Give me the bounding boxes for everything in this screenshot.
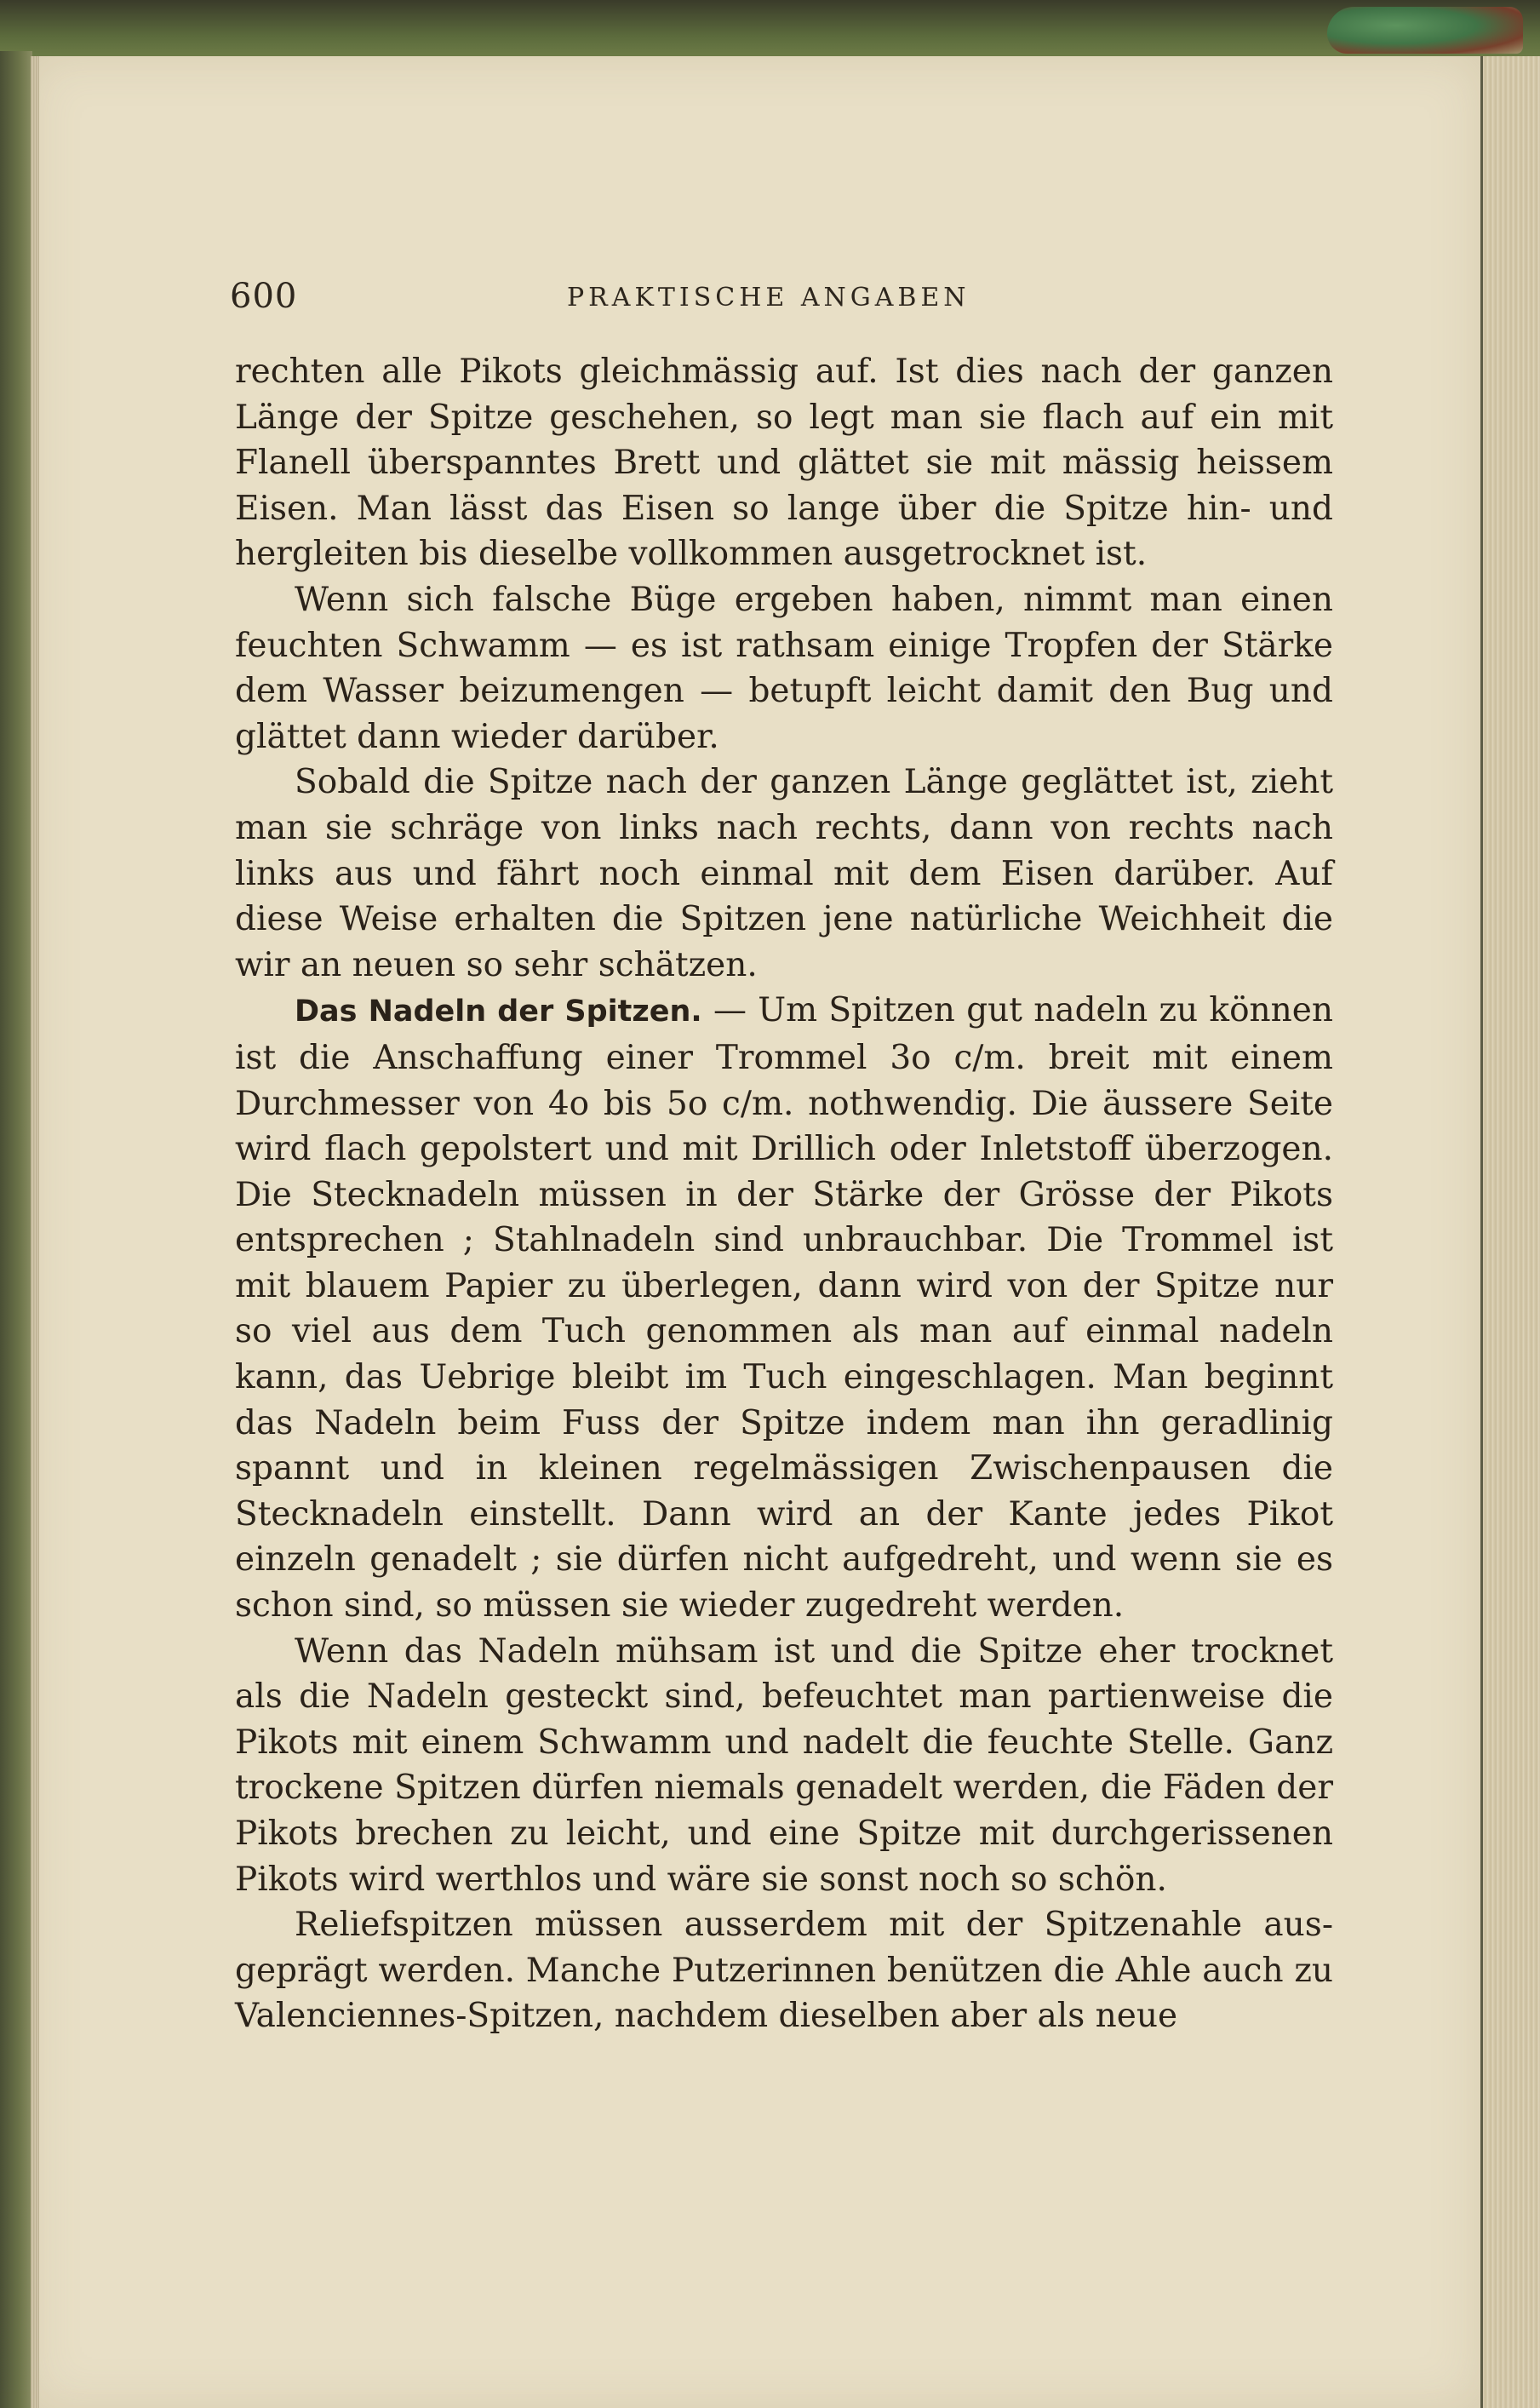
body-text — [235, 349, 1333, 2039]
paragraph-text: Reliefspitzen müssen ausserdem mit der Spitzenahle ausgeprägt werden. Manche Putzerinnen benützen die Ahle auch zu Valenciennes-Spitzen, nachdem dieselben aber als neue — [235, 1906, 1333, 2036]
paragraph — [235, 1902, 1333, 2039]
section-heading: Das Nadeln der Spitzen. — [295, 995, 702, 1029]
running-head: PRAKTISCHE ANGABEN — [567, 283, 970, 312]
paragraph-text: Sobald die Spitze nach der ganzen Länge geglättet ist, zieht man sie schräge von links nach rechts, dann von rechts nach links aus und fährt noch einmal mit dem Eisen darüber. Auf diese Weise erhalten die Spitzen jene natürliche Weichheit die wir an neuen so sehr schätzen. — [235, 763, 1333, 984]
paragraph-text: rechten alle Pikots gleichmässig auf. Ist dies nach der ganzen Länge der Spitze geschehen, so legt man sie flach auf ein mit Flanell überspanntes Brett und glättet sie mit mässig heissem Eisen. Man lässt das Eisen so lange über die Spitze hin- und hergleiten bis dieselbe vollkommen ausgetrocknet ist. — [235, 353, 1333, 574]
paragraph-text: Wenn das Nadeln mühsam ist und die Spitze eher trocknet als die Nadeln gesteckt sind, befeuchtet man partienweise die Pikots mit einem Schwamm und nadelt die feuchte Stelle. Ganz trockene Spitzen dürfen niemals genadelt werden, die Fäden der Pikots brechen zu leicht, und eine Spitze mit durchgerissenen Pikots wird werthlos und wäre sie sonst noch so schön. — [235, 1631, 1333, 1899]
paragraph — [235, 577, 1333, 760]
paragraph-text: Wenn sich falsche Büge ergeben haben, nimmt man einen feuchten Schwamm — es ist rathsam einige Tropfen der Stärke dem Wasser beizumengen — betupft leicht damit den Bug und glättet dann wieder darüber. — [235, 580, 1333, 756]
paragraph — [235, 1629, 1333, 1903]
paragraph — [235, 988, 1333, 1628]
book-cover-left-edge — [0, 51, 32, 2408]
paragraph-text: — Um Spitzen gut nadeln zu können ist die Anschaffung einer Trommel 3o c/m. breit mit einem Durchmesser von 4o bis 5o c/m. nothwendig. Die äussere Seite wird flach gepolstert und mit Drillich oder Inletstoff überzogen. Die Stecknadeln müssen in der Stärke der Grösse der Pikots entsprechen ; Stahlnadeln sind unbrauchbar. Die Trommel ist mit blauem Papier zu überlegen, dann wird von der Spitze nur so viel aus dem Tuch genommen als man auf einmal nadeln kann, das Uebrige bleibt im Tuch eingeschlagen. Man beginnt das Nadeln beim Fuss der Spitze indem man ihn geradlinig spannt und in kleinen regelmässigen Zwischenpausen die Stecknadeln einstellt. Dann wird an der Kante jedes Pikot einzeln genadelt ; sie dürfen nicht aufgedreht, und wenn sie es schon sind, so müssen sie wieder zugedreht werden. — [235, 991, 1333, 1625]
page-stack-left-edge — [31, 56, 39, 2408]
page-stack-right-edge — [1480, 56, 1540, 2408]
page-number: 600 — [230, 277, 298, 316]
paragraph — [235, 760, 1333, 988]
page-header — [230, 277, 1354, 319]
bookmark-ribbon — [1327, 7, 1523, 54]
paragraph — [235, 349, 1333, 577]
book-cover-top-edge — [0, 0, 1540, 60]
